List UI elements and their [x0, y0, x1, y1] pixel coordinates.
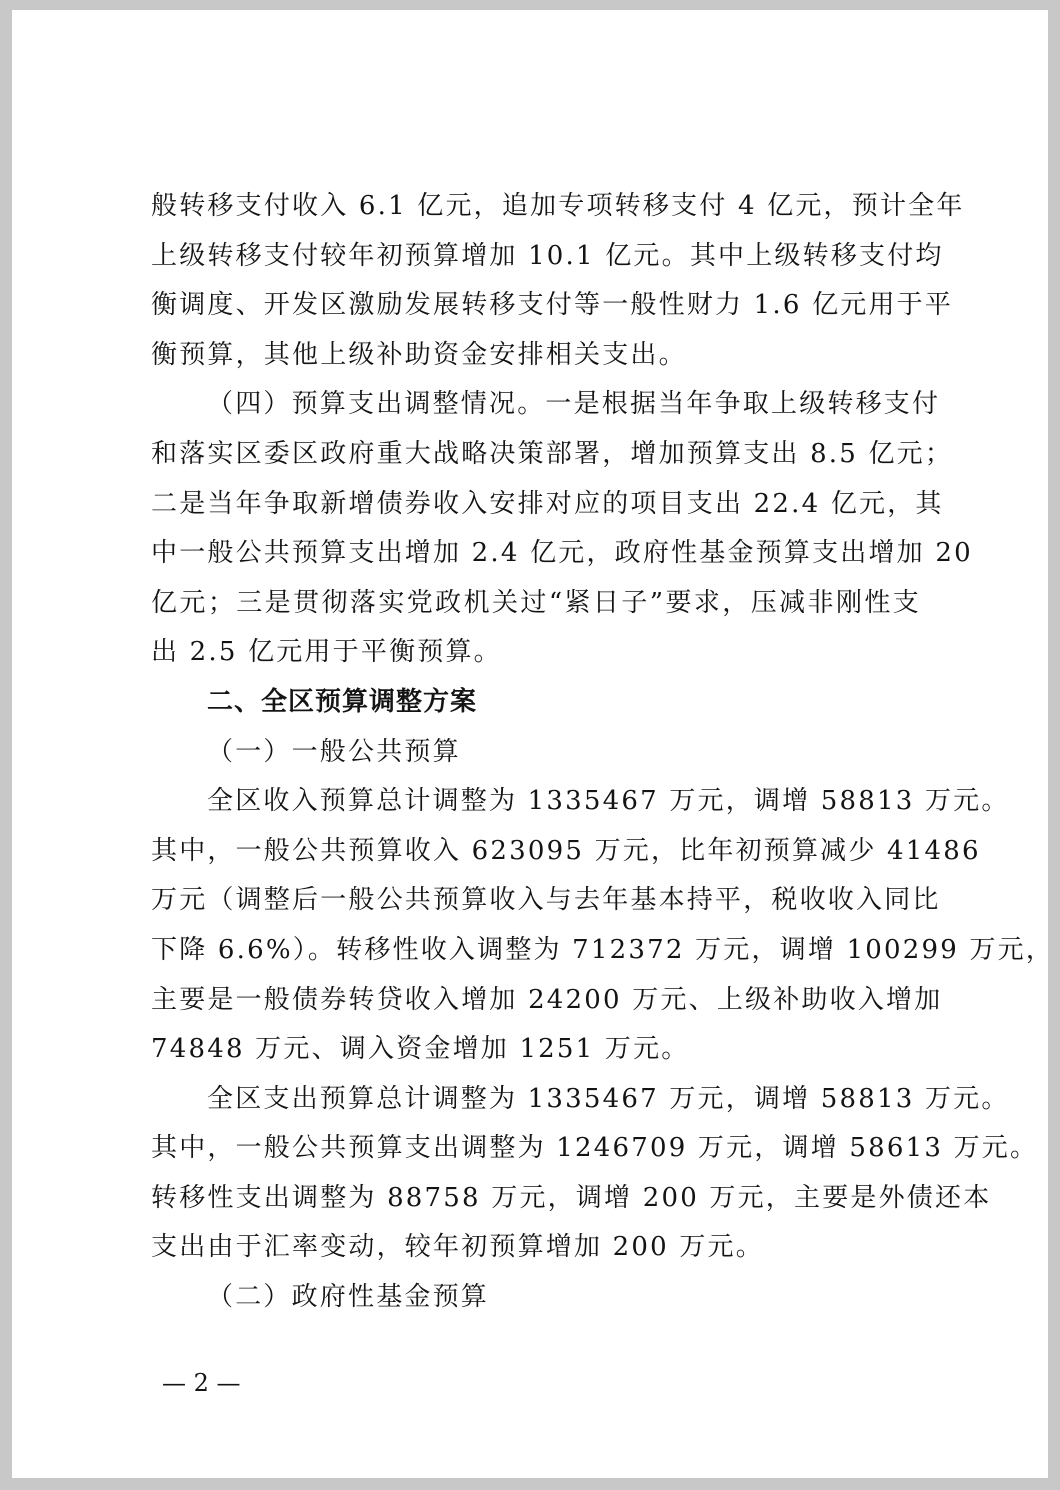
document-page — [12, 10, 1055, 1478]
text-line: 转移性支出调整为 88758 万元，调增 200 万元，主要是外债还本 — [151, 1182, 992, 1213]
text-line: 和落实区委区政府重大战略决策部署，增加预算支出 8.5 亿元； — [151, 438, 954, 469]
text-line: 下降 6.6%）。转移性收入调整为 712372 万元，调增 100299 万元， — [151, 934, 1055, 965]
text-line: 中一般公共预算支出增加 2.4 亿元，政府性基金预算支出增加 20 — [151, 538, 973, 569]
text-line: （四）预算支出调整情况。一是根据当年争取上级转移支付 — [207, 389, 941, 420]
page-number: — 2 — — [162, 1369, 241, 1397]
text-line: 上级转移支付较年初预算增加 10.1 亿元。其中上级转移支付均 — [151, 240, 944, 271]
section-heading: 二、全区预算调整方案 — [207, 686, 478, 717]
text-line: 支出由于汇率变动，较年初预算增加 200 万元。 — [151, 1232, 764, 1263]
body-text — [151, 182, 1055, 1323]
text-line: 衡预算，其他上级补助资金安排相关支出。 — [151, 339, 687, 370]
text-line: 亿元；三是贯彻落实党政机关过“紧日子”要求，压减非刚性支 — [151, 587, 921, 618]
text-line: 全区支出预算总计调整为 1335467 万元，调增 58813 万元。 — [207, 1083, 1010, 1114]
text-line: 万元（调整后一般公共预算收入与去年基本持平，税收收入同比 — [151, 885, 941, 916]
text-line: 74848 万元、调入资金增加 1251 万元。 — [151, 1034, 690, 1065]
text-line: 衡调度、开发区激励发展转移支付等一般性财力 1.6 亿元用于平 — [151, 290, 954, 321]
subsection-heading: （二）政府性基金预算 — [207, 1282, 490, 1313]
text-line: 其中，一般公共预算支出调整为 1246709 万元，调增 58613 万元。 — [151, 1133, 1039, 1164]
text-line: 出 2.5 亿元用于平衡预算。 — [151, 637, 502, 668]
subsection-heading: （一）一般公共预算 — [207, 736, 461, 767]
text-line: 全区收入预算总计调整为 1335467 万元，调增 58813 万元。 — [207, 786, 1010, 817]
text-line: 般转移支付收入 6.1 亿元，追加专项转移支付 4 亿元，预计全年 — [151, 191, 965, 221]
text-line: 主要是一般债券转贷收入增加 24200 万元、上级补助收入增加 — [151, 984, 943, 1015]
text-line: 二是当年争取新增债券收入安排对应的项目支出 22.4 亿元，其 — [151, 488, 944, 519]
text-line: 其中，一般公共预算收入 623095 万元，比年初预算减少 41486 — [151, 835, 981, 866]
